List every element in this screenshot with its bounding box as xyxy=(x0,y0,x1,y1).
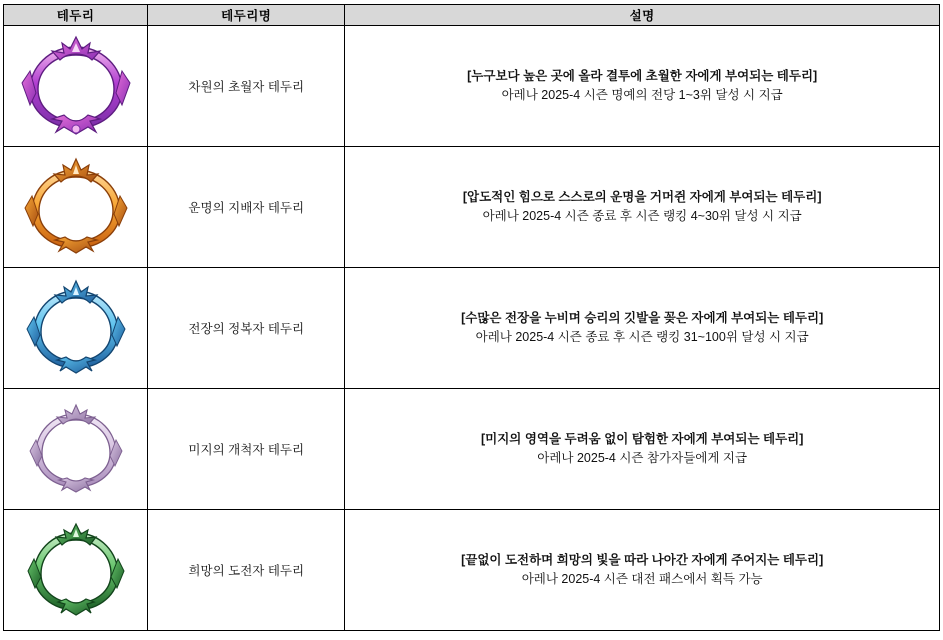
description-title: [누구보다 높은 곳에 올라 결투에 초월한 자에게 부여되는 테두리] xyxy=(467,68,818,83)
description-title: [끝없이 도전하며 희망의 빛을 따라 나아간 자에게 주어지는 테두리] xyxy=(461,552,824,567)
table-row xyxy=(4,268,940,389)
description-subtitle: 아레나 2025-4 시즌 대전 패스에서 획득 가능 xyxy=(521,572,763,586)
description-title: [압도적인 힘으로 스스로의 운명을 거머쥔 자에게 부여되는 테두리] xyxy=(462,189,822,204)
border-name: 전장의 정복자 테두리 xyxy=(148,268,345,389)
border-icon-fate-ruler xyxy=(16,152,136,262)
border-icon-cell xyxy=(4,389,148,510)
border-icon-cell xyxy=(4,510,148,631)
description-title: [수많은 전장을 누비며 승리의 깃발을 꽂은 자에게 부여되는 테두리] xyxy=(461,310,824,325)
border-name: 차원의 초월자 테두리 xyxy=(148,26,345,147)
border-icon-unknown-pioneer xyxy=(16,394,136,504)
table-header xyxy=(4,5,940,26)
border-description xyxy=(345,389,940,510)
border-icon-hope-challenger xyxy=(16,515,136,625)
border-icon-cell xyxy=(4,26,148,147)
table-header-row xyxy=(4,5,940,26)
border-description xyxy=(345,26,940,147)
description-subtitle: 아레나 2025-4 시즌 종료 후 시즌 랭킹 4~30위 달성 시 지급 xyxy=(482,209,802,223)
border-icon-cell xyxy=(4,268,148,389)
border-name: 희망의 도전자 테두리 xyxy=(148,510,345,631)
table-row xyxy=(4,389,940,510)
border-description xyxy=(345,510,940,631)
column-header-icon: 테두리 xyxy=(4,5,148,26)
border-icon-dimension-transcender xyxy=(16,31,136,141)
border-name: 미지의 개척자 테두리 xyxy=(148,389,345,510)
description-title: [미지의 영역을 두려움 없이 탐험한 자에게 부여되는 테두리] xyxy=(480,431,804,446)
border-description xyxy=(345,147,940,268)
border-description xyxy=(345,268,940,389)
column-header-description: 설명 xyxy=(345,5,940,26)
table-row xyxy=(4,147,940,268)
border-icon-battlefield-conqueror xyxy=(16,273,136,383)
description-subtitle: 아레나 2025-4 시즌 참가자들에게 지급 xyxy=(537,451,748,465)
column-header-name: 테두리명 xyxy=(148,5,345,26)
description-subtitle: 아레나 2025-4 시즌 명예의 전당 1~3위 달성 시 지급 xyxy=(501,88,783,102)
table-row xyxy=(4,510,940,631)
border-name: 운명의 지배자 테두리 xyxy=(148,147,345,268)
table-row xyxy=(4,26,940,147)
border-list-table xyxy=(3,4,940,631)
border-icon-cell xyxy=(4,147,148,268)
description-subtitle: 아레나 2025-4 시즌 종료 후 시즌 랭킹 31~100위 달성 시 지급 xyxy=(475,330,809,344)
table-body xyxy=(4,26,940,631)
